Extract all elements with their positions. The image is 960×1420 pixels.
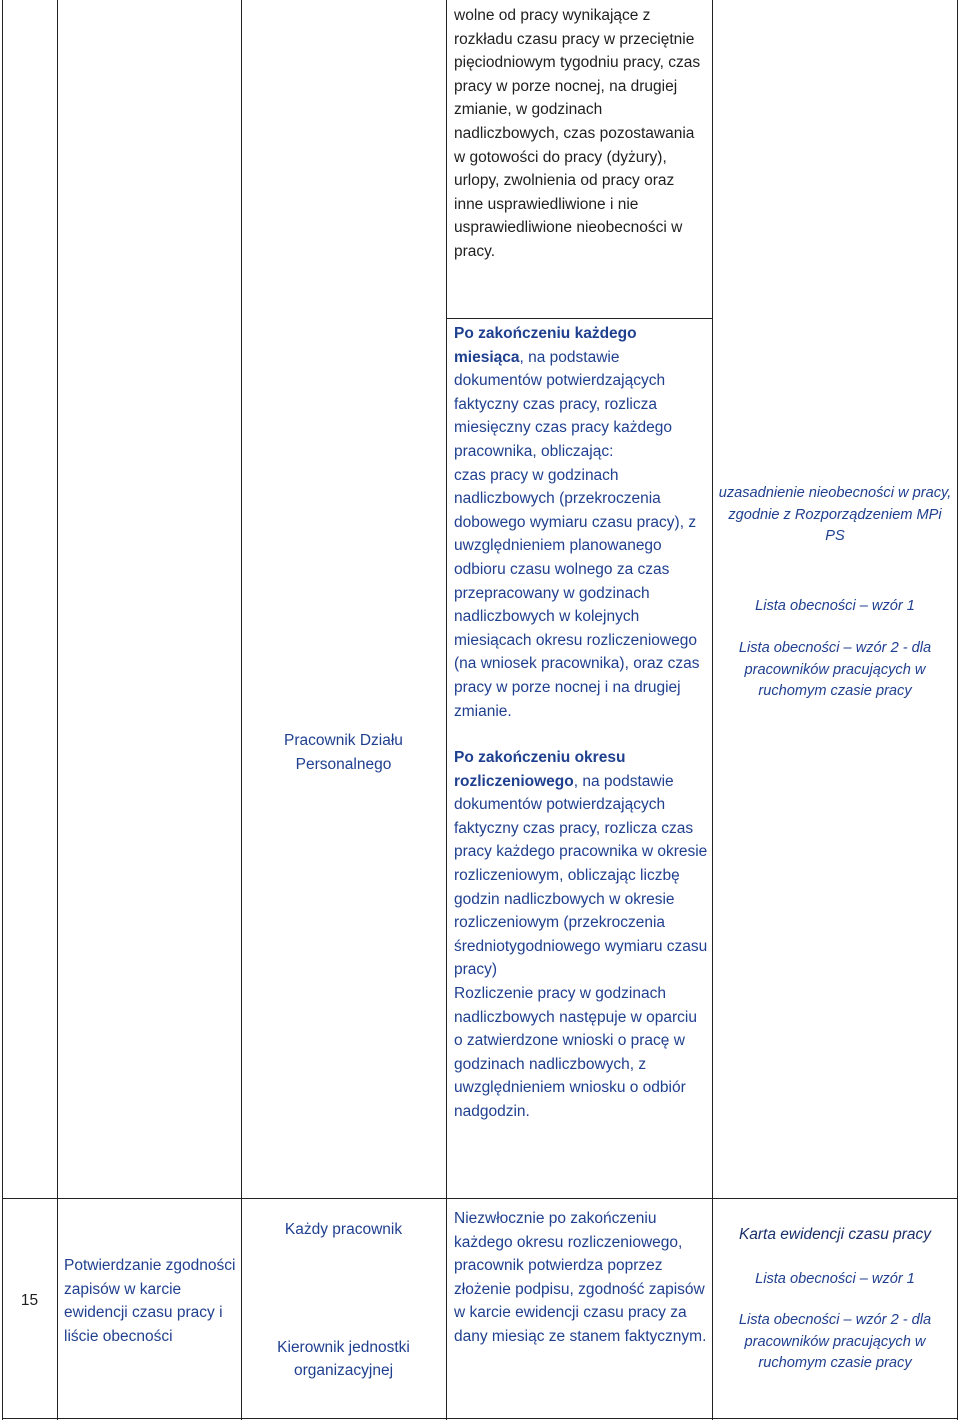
row-number: 15 bbox=[20, 1292, 39, 1309]
who-unit-manager: Kierownik jednostki organizacyjnej bbox=[277, 1338, 410, 1380]
row-divider-15 bbox=[2, 1198, 958, 1199]
doc-attendance-list-2: Lista obecności – wzór 2 - dla pracowników pracujących w ruchomym czasie pracy bbox=[738, 640, 932, 699]
monthly-settlement-lead: Po zakończeniu każdego miesiąca bbox=[454, 325, 637, 366]
doc-absence-justification: uzasadnienie nieobecności w pracy, zgodnie z Rozporządzeniem MPi PS bbox=[718, 485, 952, 544]
doc-attendance-list-1: Lista obecności – wzór 1 bbox=[755, 597, 915, 614]
doc-attendance-list-2: Lista obecności – wzór 2 - dla pracowników pracujących w ruchomym czasie pracy bbox=[738, 1312, 932, 1371]
monthly-settlement-text: , na podstawie dokumentów potwierdzających faktyczny czas pracy, rozlicza miesięczny czas pracy każdego pracownika, obliczając: bbox=[454, 348, 672, 460]
row-divider-content bbox=[446, 318, 712, 319]
period-settlement-lead: Po zakończeniu okresu rozliczeniowego bbox=[454, 749, 626, 790]
personnel-who-cell bbox=[241, 729, 446, 776]
task-text: Potwierdzanie zgodności zapisów w karcie ewidencji czasu pracy i liście obecności bbox=[64, 1257, 236, 1345]
table-border-col4 bbox=[712, 0, 713, 1420]
doc-time-record-card: Karta ewidencji czasu pracy bbox=[738, 1226, 932, 1243]
table-border-left bbox=[2, 0, 3, 1420]
continuation-content-cell bbox=[454, 4, 706, 264]
content-15-cell bbox=[454, 1207, 708, 1349]
who-each-employee: Każdy pracownik bbox=[284, 1221, 403, 1238]
who-15-cell bbox=[241, 1218, 446, 1383]
task-cell bbox=[64, 1254, 236, 1348]
personnel-who: Pracownik Działu Personalnego bbox=[284, 732, 403, 773]
table-border-col1 bbox=[57, 0, 58, 1420]
row-number-cell bbox=[2, 1289, 57, 1313]
table-border-bottom bbox=[2, 1418, 958, 1419]
table-border-col3 bbox=[446, 0, 447, 1420]
monthly-settlement-detail: czas pracy w godzinach nadliczbowych (przekroczenia dobowego wymiaru czasu pracy), z uwzględnieniem planowanego odbioru czasu wolnego za czas przepracowany w godzinach nadliczbowych w kolejnych miesiącach okresu rozliczeniowego (na wniosek pracownika), oraz czas pracy w porze nocnej i na drugiej zmianie. bbox=[454, 466, 700, 720]
period-settlement-block bbox=[454, 746, 708, 982]
monthly-settlement-block bbox=[454, 322, 708, 464]
docs-15-cell bbox=[718, 1224, 952, 1375]
doc-attendance-list-1: Lista obecności – wzór 1 bbox=[755, 1270, 915, 1287]
content-15-text: Niezwłocznie po zakończeniu każdego okresu rozliczeniowego, pracownik potwierdza poprzez złożenie podpisu, zgodność zapisów w karcie ewidencji czasu pracy za dany miesiąc ze stanem faktycznym. bbox=[454, 1210, 707, 1345]
table-border-right bbox=[957, 0, 958, 1420]
period-settlement-detail: Rozliczenie pracy w godzinach nadliczbowych następuje w oparciu o zatwierdzone wnioski o pracę w godzinach nadliczbowych, z uwzględnieniem wniosku o odbiór nadgodzin. bbox=[454, 985, 697, 1120]
personnel-docs-cell bbox=[718, 483, 952, 703]
continuation-text: wolne od pracy wynikające z rozkładu czasu pracy w przeciętnie pięciodniowym tygodniu pracy, czas pracy w porze nocnej, na drugiej zmianie, w godzinach nadliczbowych, czas pozostawania w gotowości do pracy (dyżury), urlopy, zwolnienia od pracy oraz inne usprawiedliwione i nie usprawiedliwione nieobecności w pracy. bbox=[454, 7, 701, 260]
period-settlement-text: , na podstawie dokumentów potwierdzających faktyczny czas pracy, rozlicza czas pracy każdego pracownika w okresie rozliczeniowym, obliczając liczbę godzin nadliczbowych w okresie rozliczeniowym (przekroczenia średniotygodniowego wymiaru czasu pracy) bbox=[454, 772, 708, 979]
table-border-col2 bbox=[241, 0, 242, 1420]
personnel-content-cell bbox=[454, 322, 708, 1124]
